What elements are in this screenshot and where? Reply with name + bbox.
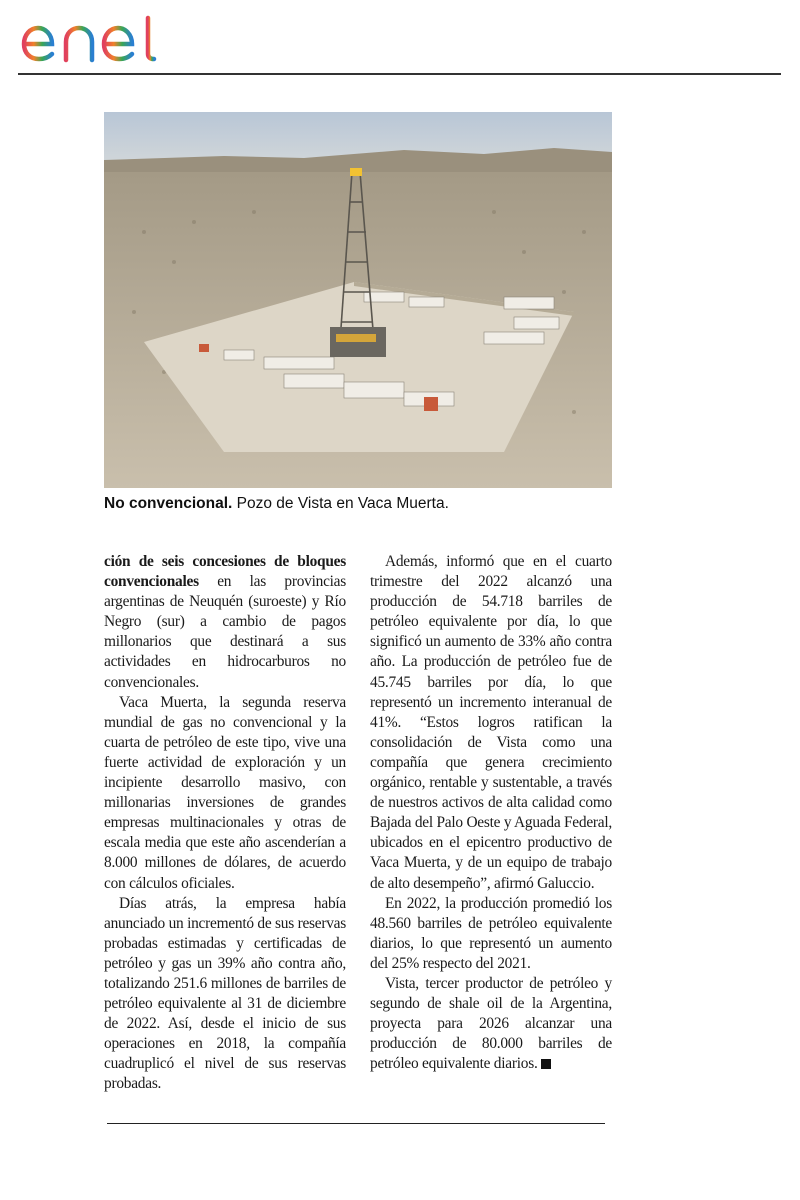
oil-rig-photo	[104, 112, 612, 488]
paragraph: En 2022, la producción promedió los 48.560 barriles de petróleo equivalente diarios, lo que representó un aumento del 25% respecto del 2021.	[370, 894, 612, 972]
header-divider	[18, 73, 781, 75]
enel-logo	[18, 14, 170, 66]
paragraph	[104, 552, 346, 693]
article-column-right	[370, 552, 612, 1074]
paragraph-text: Vista, tercer productor de petróleo y segundo de shale oil de la Argentina, proyecta para 2026 alcanzar una producción de 80.000 barriles de petróleo equivalente diarios.	[370, 974, 612, 1073]
paragraph: Días atrás, la empresa había anunciado un incrementó de sus reservas probadas estimadas y certificadas de petróleo y gas un 39% año contra año, totalizando 251.6 millones de barriles de petróleo equivalente al 31 de diciembre de 2022. Así, desde el inicio de sus operaciones en 2018, la compañía cuadruplicó el nivel de sus reservas probadas.	[104, 894, 346, 1093]
paragraph: Además, informó que en el cuarto trimestre del 2022 alcanzó una producción de 54.718 barriles de petróleo equivalente por día, lo que significó un aumento de 33% año contra año. La producción de petróleo fue de 45.745 barriles por día, lo que representó un incremento interanual de 41%. “Estos logros ratifican la consolidación de Vista como una compañía que genera crecimiento orgánico, rentable y sustentable, a través de nuestros activos de alta calidad como Bajada del Palo Oeste y Aguada Federal, ubicados en el epicentro productivo de Vaca Muerta, y de un equipo de trabajo de alto desempeño”, afirmó Galuccio.	[370, 553, 612, 892]
paragraph-text: en las provincias argentinas de Neuquén (suroeste) y Río Negro (sur) a cambio de pagos millonarios que destinará a sus actividades en hidrocarburos no convencionales.	[104, 573, 346, 691]
photo-caption	[104, 494, 624, 514]
lead-bold: ción de seis concesiones de bloques convencionales	[104, 553, 346, 591]
paragraph	[370, 974, 612, 1074]
article-column-left	[104, 552, 346, 1095]
end-of-article-icon	[541, 1059, 551, 1069]
footer-divider	[107, 1123, 605, 1124]
caption-bold: No convencional.	[104, 495, 233, 512]
paragraph: Vaca Muerta, la segunda reserva mundial de gas no convencional y la cuarta de petróleo de este tipo, vive una fuerte actividad de exploración y un incipiente desarrollo masivo, con millonarias inversiones de grandes empresas multinacionales y otras de escala media que este año ascenderían a 8.000 millones de dólares, de acuerdo con cálculos oficiales.	[104, 693, 346, 892]
caption-text: Pozo de Vista en Vaca Muerta.	[232, 495, 449, 512]
